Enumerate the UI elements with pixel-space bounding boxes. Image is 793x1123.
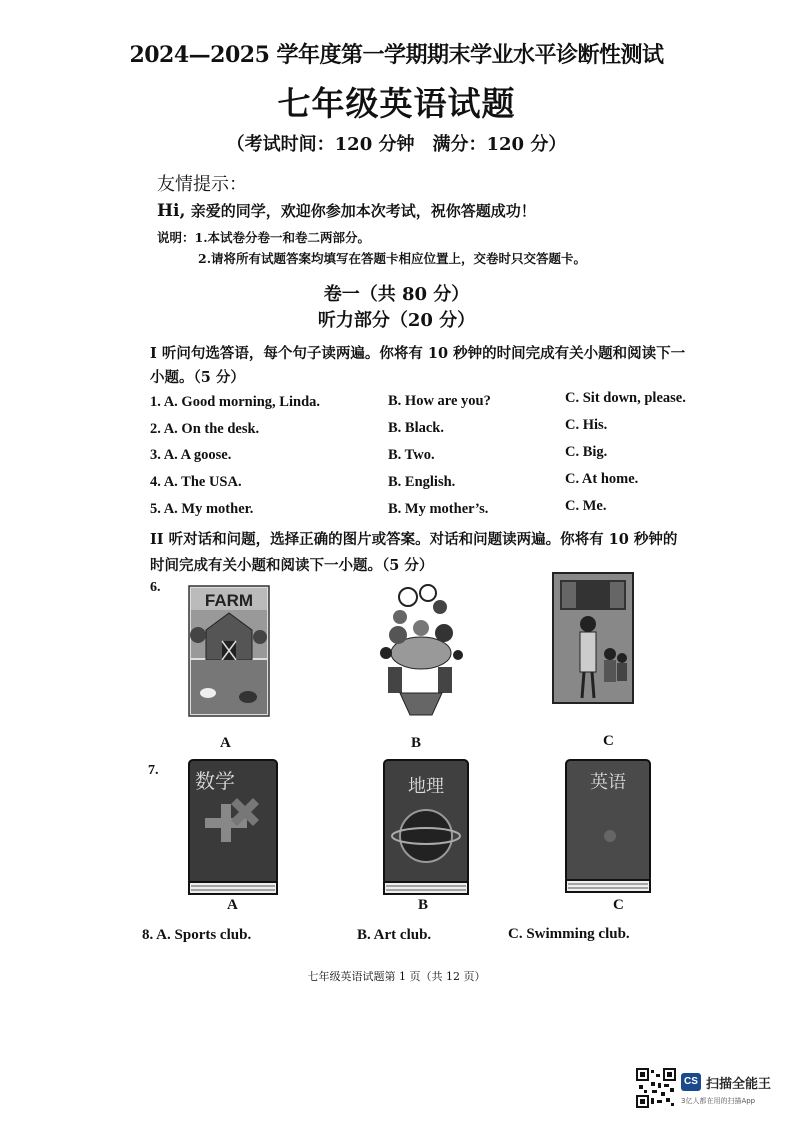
exam-time-score: （考试时间：120 分钟 满分：120 分） [226, 134, 567, 155]
farm-cover-text: FARM [204, 591, 254, 610]
section-2-instruction-line2: 时间完成有关小题和阅读下一小题。（5 分） [150, 557, 434, 574]
note-2: 2.请将所有试题答案均填写在答题卡相应位置上，交卷时只交答题卡。 [198, 251, 587, 266]
exam-title: 2024—2025 学年度第一学期期末学业水平诊断性测试 [129, 42, 664, 68]
q2-option-a: 2. A. On the desk. [150, 421, 260, 437]
q7-picture-a-math-book [185, 758, 281, 896]
listening-part-title: 听力部分（20 分） [317, 310, 476, 331]
q7-label-c: C [613, 897, 624, 913]
q5-option-b: B. My mother’s. [388, 501, 489, 517]
q8-option-c: C. Swimming club. [508, 926, 630, 942]
q6-picture-c-classroom [552, 572, 634, 704]
q5-option-a: 5. A. My mother. [150, 501, 254, 517]
section-1-instruction-line1: I 听问句选答语，每个句子读两遍。你将有 10 秒钟的时间完成有关小题和阅读下一 [150, 345, 686, 362]
q6-label-c: C [603, 733, 614, 749]
greeting-text: 亲爱的同学，欢迎你参加本次考试，祝你答题成功！ [190, 202, 536, 220]
q4-option-b: B. English. [388, 474, 456, 490]
q3-option-b: B. Two. [388, 447, 435, 463]
camscanner-logo: CS [681, 1073, 701, 1091]
q7-picture-c-english-book [562, 758, 654, 894]
qr-code-icon [636, 1068, 676, 1108]
q6-label-a: A [220, 735, 231, 751]
q7-label-b: B [418, 897, 429, 913]
q1-option-b: B. How are you? [388, 393, 491, 409]
q6-label-b: B [411, 735, 422, 751]
scanner-brand-name: 扫描全能王 [706, 1077, 772, 1092]
q6-picture-a-farm-book [188, 585, 270, 717]
q1-option-c: C. Sit down, please. [565, 390, 686, 406]
subject-title: 七年级英语试题 [277, 84, 516, 123]
q5-option-c: C. Me. [565, 498, 607, 514]
q3-option-c: C. Big. [565, 444, 608, 460]
volume-title: 卷一（共 80 分） [323, 284, 470, 305]
q7-picture-b-geography-book [380, 758, 472, 896]
q3-option-a: 3. A. A goose. [150, 447, 232, 463]
section-1-instruction-line2: 小题。（5 分） [150, 369, 245, 386]
q7-label-a: A [227, 897, 238, 913]
greeting-hi: Hi, [157, 201, 186, 221]
q4-option-c: C. At home. [565, 471, 639, 487]
geography-book-title: 地理 [408, 776, 444, 797]
note-1: 说明：1.本试卷分卷一和卷二两部分。 [157, 230, 371, 245]
section-2-instruction-line1: II 听对话和问题，选择正确的图片或答案。对话和问题读两遍。你将有 10 秒钟的 [150, 531, 678, 548]
q8-option-a: 8. A. Sports club. [142, 927, 252, 943]
q1-option-a: 1. A. Good morning, Linda. [150, 394, 321, 410]
greeting [157, 200, 536, 221]
q6-picture-b-party-scene [378, 583, 464, 717]
english-book-title: 英语 [590, 772, 626, 793]
scanner-tagline: 3亿人都在用的扫描App [681, 1097, 756, 1105]
q6-number: 6. [150, 580, 161, 595]
q2-option-b: B. Black. [388, 420, 444, 436]
page-footer: 七年级英语试题第 1 页（共 12 页） [307, 970, 486, 983]
math-book-title: 数学 [195, 769, 235, 793]
q4-option-a: 4. A. The USA. [150, 474, 242, 490]
q8-option-b: B. Art club. [357, 927, 432, 943]
q7-number: 7. [148, 763, 159, 778]
q2-option-c: C. His. [565, 417, 608, 433]
tips-heading: 友情提示： [157, 174, 247, 195]
